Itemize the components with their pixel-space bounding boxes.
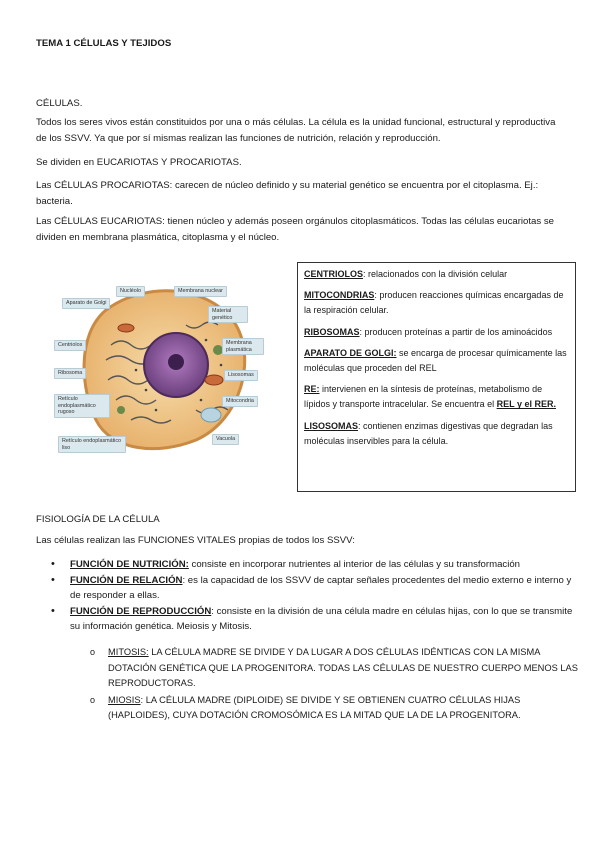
list-item: o MITOSIS: LA CÉLULA MADRE SE DIVIDE Y DA LUGAR A DOS CÉLULAS IDÉNTICAS CON LA MISMA DOTACIÓN GENÉTICA QUE LA PROGENITORA. TODAS LAS CÉLULAS DE NUESTRO CUERPO MENOS LAS REPRODUCTORAS.	[108, 645, 578, 692]
organelle-ribosomas: RIBOSOMAS: producen proteínas a partir de los aminoácidos	[304, 326, 553, 337]
label-mitocondria: Mitocondria	[222, 396, 258, 407]
label-membrana-plasmatica: Membrana plasmática	[222, 338, 264, 355]
organelle-golgi: APARATO DE GOLGI: se encarga de procesar químicamente las moléculas que proceden del REL	[304, 347, 567, 374]
paragraph-types: Se dividen en EUCARIOTAS Y PROCARIOTAS.	[36, 157, 242, 168]
organelle-mitocondrias: MITOCONDRIAS: producen reacciones químicas encargadas de la respiración celular.	[304, 290, 564, 316]
nucleolus-shape	[168, 354, 184, 370]
paragraph-eucariotas: Las CÉLULAS EUCARIOTAS: tienen núcleo y además poseen orgánulos citoplasmáticos. Todas las células eucariotas se dividen en membrana plasmática, citoplasma y el núcleo.	[36, 216, 554, 243]
organelle-re: RE: intervienen en la síntesis de proteínas, metabolismo de lípidos y transporte intracelular. Se encuentra el REL y el RER.	[304, 384, 556, 410]
list-item: • FUNCIÓN DE RELACIÓN: es la capacidad de los SSVV de captar señales procedentes del medio externo e interno y de responder a ellas.	[70, 573, 580, 604]
label-membrana-nuclear: Membrana nuclear	[174, 286, 227, 297]
paragraph-definition: Todos los seres vivos están constituidos por una o más células. La célula es la unidad funcional, estructural y reproductiva de los SSVV. Ya que por sí mismas realizan las funciones de nutrición, relación y reproducción.	[36, 117, 556, 144]
label-material-genetico: Material genético	[208, 306, 248, 323]
page-title: TEMA 1 CÉLULAS Y TEJIDOS	[36, 38, 172, 49]
section-heading-fisiologia: FISIOLOGÍA DE LA CÉLULA	[36, 514, 160, 525]
paragraph-functions-intro: Las células realizan las FUNCIONES VITALES propias de todos los SSVV:	[36, 535, 355, 546]
label-golgi: Aparato de Golgi	[62, 298, 110, 309]
section-heading-celulas: CÉLULAS.	[36, 98, 83, 109]
organelle-centriolos: CENTRIOLOS: relacionados con la división celular	[304, 269, 508, 279]
organelle-lisosomas: LISOSOMAS: contienen enzimas digestivas que degradan las moléculas inservibles para la célula.	[304, 420, 553, 446]
organelles-box	[297, 262, 576, 492]
label-reticulo-rugoso: Retículo endoplasmático rugoso	[54, 394, 110, 418]
reproduction-sublist	[108, 645, 578, 725]
list-item: • FUNCIÓN DE REPRODUCCIÓN: consiste en la división de una célula madre en células hijas, con lo que se transmite su información genética. Meiosis y Mitosis.	[70, 604, 580, 635]
paragraph-procariotas: Las CÉLULAS PROCARIOTAS: carecen de núcleo definido y su material genético se encuentra por el citoplasma. Ej.: bacteria.	[36, 180, 539, 207]
label-reticulo-liso: Retículo endoplasmático liso	[58, 436, 126, 453]
list-item: • FUNCIÓN DE NUTRICIÓN: consiste en incorporar nutrientes al interior de las células y su transformación	[70, 557, 580, 573]
label-lisosomas: Lisosomas	[224, 370, 258, 381]
label-vacuola: Vacuola	[212, 434, 239, 445]
mitochondria-shape	[205, 375, 223, 385]
vacuole-shape	[201, 408, 221, 422]
functions-list	[70, 557, 580, 635]
list-item: o MIOSIS: LA CÉLULA MADRE (DIPLOIDE) SE DIVIDE Y SE OBTIENEN CUATRO CÉLULAS HIJAS (HAPLOIDES), CUYA DOTACIÓN CROMOSÓMICA ES LA MITAD QUE LA DE LA PROGENITORA.	[108, 693, 578, 724]
label-centriolos: Centriolos	[54, 340, 86, 351]
label-ribosoma: Ribosoma	[54, 368, 86, 379]
label-nucleolo: Nucléolo	[116, 286, 145, 297]
cell-diagram	[36, 270, 268, 456]
